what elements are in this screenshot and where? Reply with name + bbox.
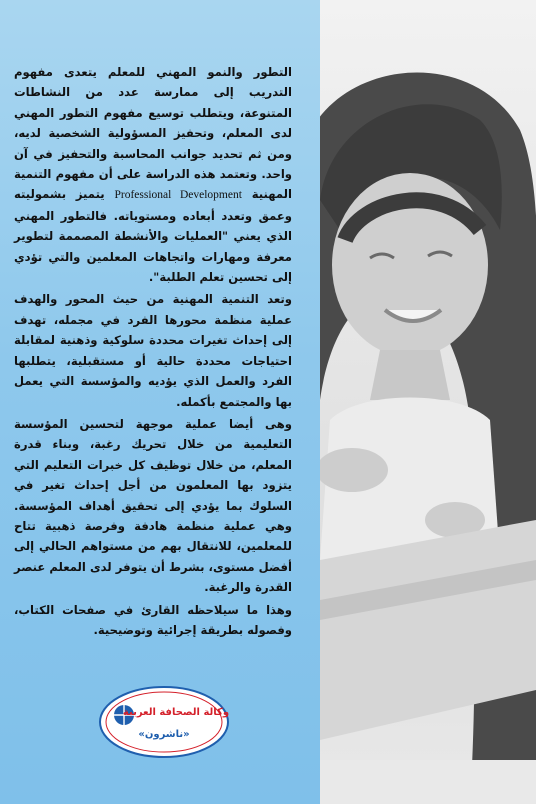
english-term: Professional Development (114, 189, 242, 202)
blurb (14, 62, 306, 642)
paragraph-3: وهى أيضا عملية موجهة لتحسين المؤسسة التعليمية من خلال تحريك رغبة، وبناء قدرة المعلم، من خلال توظيف كل خبرات التعليم التي يتزود بها المعلمون من أجل إحداث تغير في السلوك بما يؤدي إلى تحقيق أهداف المؤسسة. وهي عملية منظمة هادفة وفرصة ذهبية تتاح للمعلمين، للانتقال بهم من مستواهم الحالي إلى أفضل مستوى، بشرط أن يتوفر لدى المعلم عنصر القدرة والرغبة. (14, 416, 292, 595)
paragraph-1-part-1: التطور والنمو المهني للمعلم يتعدى مفهوم التدريب إلى ممارسة عدد من النشاطات المتنوعة، ويتطلب توسيع مفهوم التطور المهني لدى المعلم، وتحفيز المسؤولية الشخصية لديه، ومن ثم تحديد جوانب المحاسبة والتحفيز في آن واحد. وتعتمد هذه الدراسة على أن مفهوم التنمية المهنية (14, 65, 292, 202)
publisher-subtitle: «ناشرون» (138, 729, 190, 740)
paragraph-2: وتعد التنمية المهنية من حيث المحور والهدف عملية منظمة محورها الفرد في مجمله، تهدف إلى إحداث تغيرات محددة سلوكية وذهنية لمقابلة احتياجات محددة حالية أو مستقبلية، يتطلبها الفرد والعمل الذي يؤديه والمؤسسة التي يعمل بها والمجتمع بأكمله. (14, 292, 292, 409)
publisher-logo (98, 685, 230, 759)
paragraph-4: وهذا ما سيلاحظه القارئ في صفحات الكتاب، وفصوله بطريقة إجرائية وتوضيحية. (14, 602, 292, 637)
paragraph-1 (14, 62, 306, 287)
publisher-name: وكالة الصحافة العربية (122, 707, 230, 718)
paragraph-1-part-2: يتميز بشموليته وعمق وتعدد أبعاده ومستوياته. فالتطور المهني الذي يعني "العمليات والأنشطة المصممة لتطوير معرفة ومهارات واتجاهات المعلمين والتي تؤدي إلى تحسين تعلم الطلبة". (14, 187, 292, 285)
